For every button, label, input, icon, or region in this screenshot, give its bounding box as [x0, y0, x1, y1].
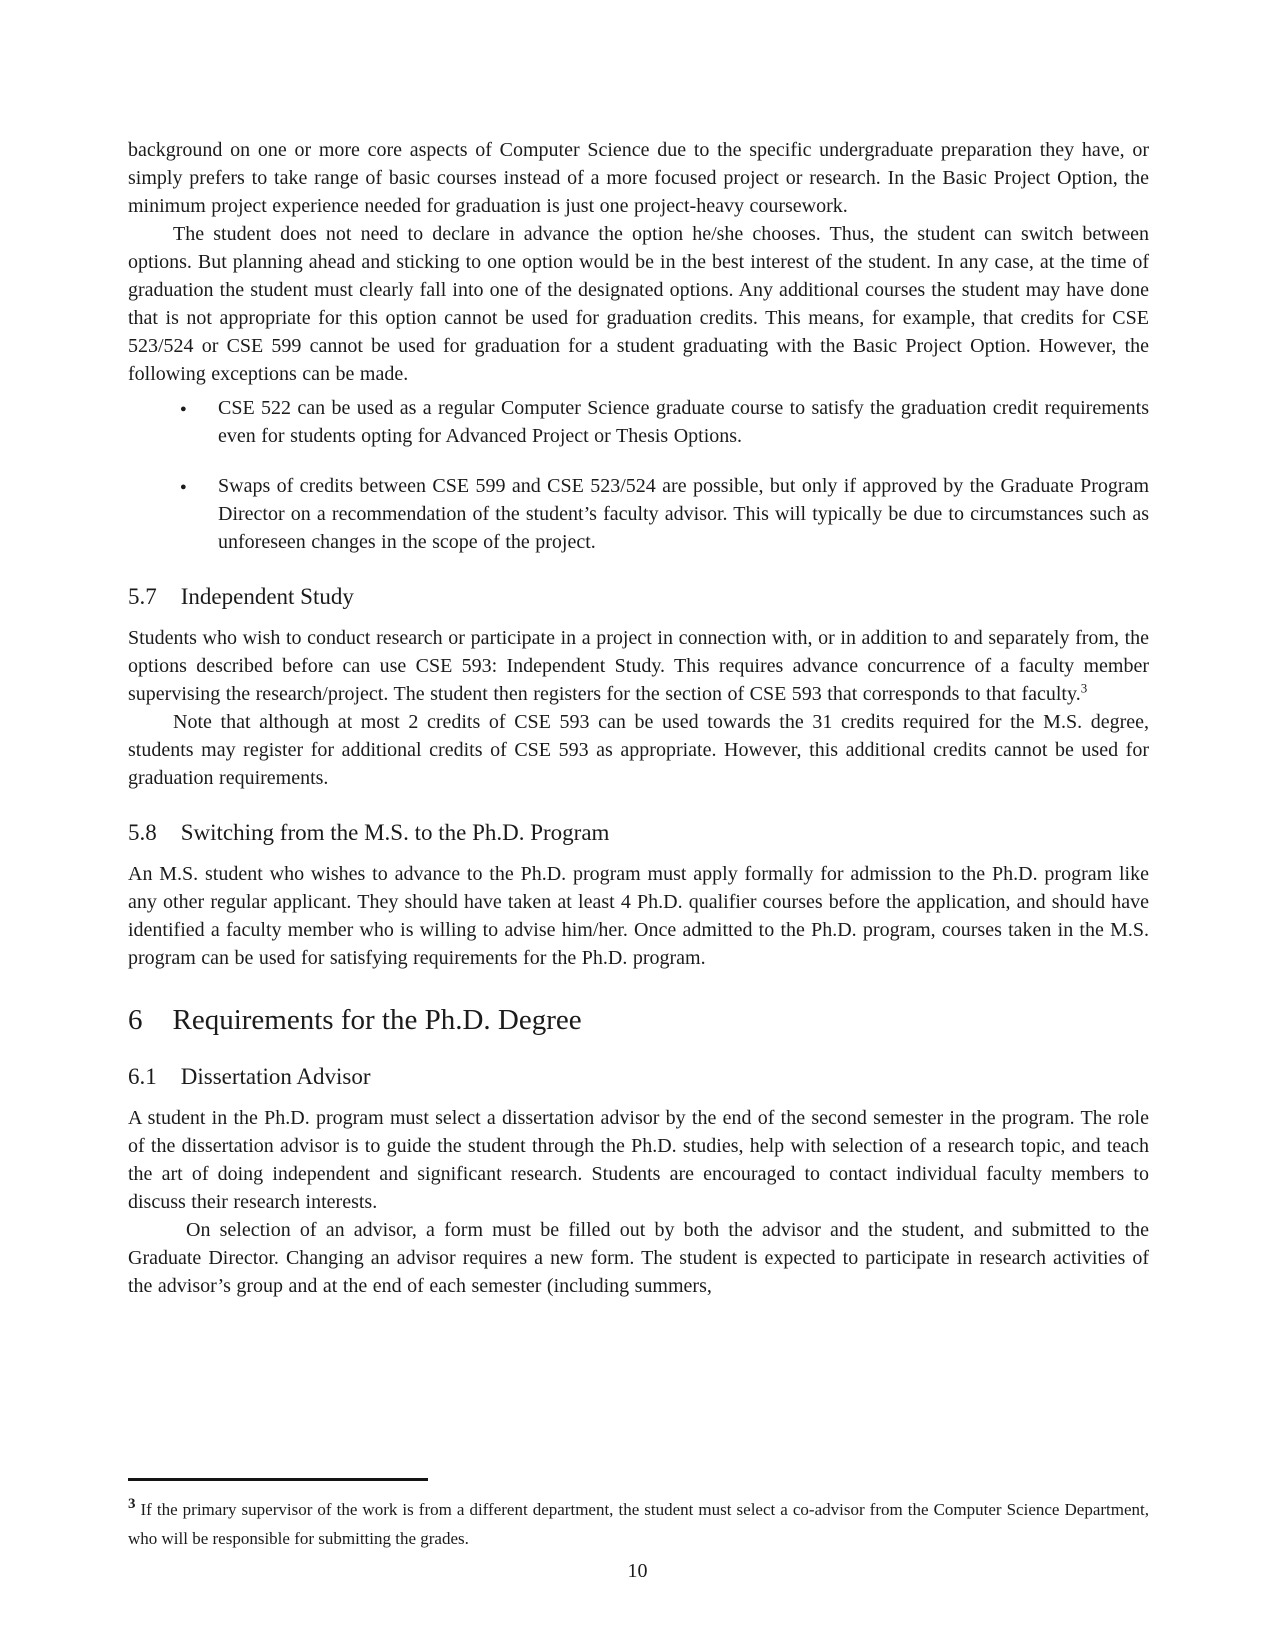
footnote-ref-3: 3 — [1080, 680, 1088, 696]
section-title: Independent Study — [180, 584, 354, 609]
section-number: 5.7 — [128, 584, 157, 609]
paragraph-cse593-credits: Note that although at most 2 credits of CSE 593 can be used towards the 31 credits required for the M.S. degree, students may register for additional credits of CSE 593 as appropriate. However, this additional credits cannot be used for graduation requirements. — [128, 711, 1149, 789]
footnote-text — [128, 1495, 1149, 1553]
section-title: Requirements for the Ph.D. Degree — [172, 1004, 582, 1036]
section-number: 6.1 — [128, 1064, 157, 1089]
footnote-area — [128, 1478, 1149, 1553]
section-title: Dissertation Advisor — [180, 1064, 371, 1089]
section-title: Switching from the M.S. to the Ph.D. Program — [180, 820, 610, 845]
footnote-marker: 3 — [128, 1496, 136, 1513]
paragraph-advisor-selection: On selection of an advisor, a form must be filled out by both the advisor and the student, and submitted to the Graduate Director. Changing an advisor requires a new form. The student is expected to participate in research activities of the advisor’s group and at the end of each semester (including summers, — [128, 1219, 1149, 1297]
chapter-heading-6 — [128, 1002, 1149, 1038]
section-number: 6 — [128, 1004, 143, 1036]
paragraph-basic-project-option: background on one or more core aspects of Computer Science due to the specific undergraduate preparation they have, or simply prefers to take range of basic courses instead of a more focused project or research. In the Basic Project Option, the minimum project experience needed for graduation is just one project-heavy coursework. — [128, 139, 1149, 217]
footnote-body: If the primary supervisor of the work is from a different department, the student must select a co-advisor from the Computer Science Department, who will be responsible for submitting the grades. — [128, 1500, 1149, 1548]
page-body-text — [128, 136, 1149, 1300]
paragraph-switching-programs: An M.S. student who wishes to advance to the Ph.D. program must apply formally for admission to the Ph.D. program like any other regular applicant. They should have taken at least 4 Ph.D. qualifier courses before the application, and should have identified a faculty member who is willing to advise him/her. Once admitted to the Ph.D. program, courses taken in the M.S. program can be used for satisfying requirements for the Ph.D. program. — [128, 863, 1149, 969]
bullet-item-cse522: ● CSE 522 can be used as a regular Computer Science graduate course to satisfy the graduation credit requirements even for students opting for Advanced Project or Thesis Options. — [128, 394, 1149, 450]
section-heading-6-1 — [128, 1062, 1149, 1092]
paragraph-dissertation-advisor: A student in the Ph.D. program must select a dissertation advisor by the end of the second semester in the program. The role of the dissertation advisor is to guide the student through the Ph.D. studies, help with selection of a research topic, and teach the art of doing independent and significant research. Students are encouraged to contact individual faculty members to discuss their research interests. — [128, 1107, 1149, 1213]
footnote-rule — [128, 1478, 428, 1481]
section-heading-5-8 — [128, 818, 1149, 848]
paragraph-independent-study — [128, 624, 1149, 708]
bullet-item-credit-swaps: ● Swaps of credits between CSE 599 and CSE 523/524 are possible, but only if approved by the Graduate Program Director on a recommendation of the student’s faculty advisor. This will typically be due to circumstances such as unforeseen changes in the scope of the project. — [128, 472, 1149, 556]
page-number: 10 — [627, 1560, 648, 1582]
section-number: 5.8 — [128, 820, 157, 845]
paragraph-text: Students who wish to conduct research or participate in a project in connection with, or in addition to and separately from, the options described before can use CSE 593: Independent Study. This requires advance concurrence of a faculty member supervising the research/project. The student then registers for the section of CSE 593 that corresponds to that faculty. — [128, 627, 1149, 705]
exceptions-bullet-list — [128, 394, 1149, 556]
paragraph-option-declaration: The student does not need to declare in advance the option he/she chooses. Thus, the student can switch between options. But planning ahead and sticking to one option would be in the best interest of the student. In any case, at the time of graduation the student must clearly fall into one of the designated options. Any additional courses the student may have done that is not appropriate for this option cannot be used for graduation credits. This means, for example, that credits for CSE 523/524 or CSE 599 cannot be used for graduation for a student graduating with the Basic Project Option. However, the following exceptions can be made. — [128, 223, 1149, 385]
section-heading-5-7 — [128, 582, 1149, 612]
